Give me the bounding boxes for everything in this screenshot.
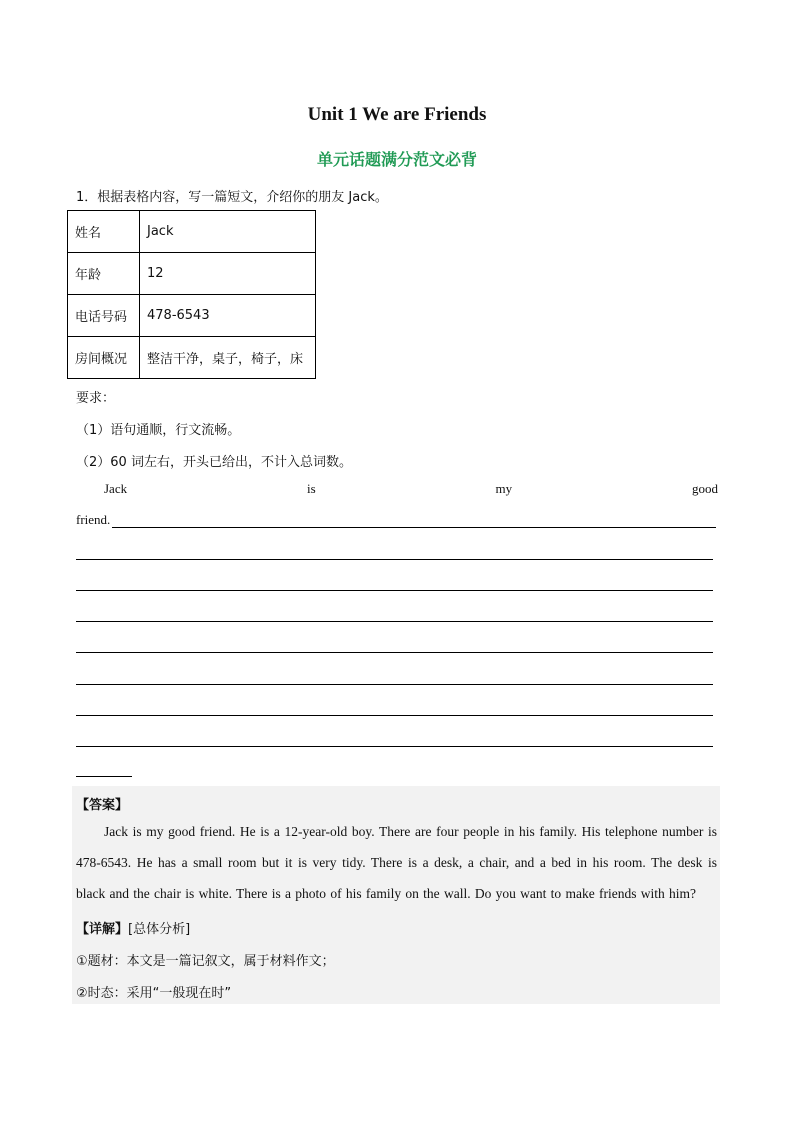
table-row (68, 253, 316, 295)
starter-word: good (691, 481, 718, 496)
answer-line: Jack is my good friend. He is a 12-year-old boy. There are four people in his family. His telephone number is (104, 824, 717, 839)
starter-word: is (306, 481, 316, 496)
starter-continuation: friend. (76, 512, 111, 527)
table-key: 电话号码 (68, 295, 140, 337)
table-value: 整洁干净，桌子，椅子，床 (140, 337, 316, 379)
question-prompt: 1．根据表格内容，写一篇短文，介绍你的朋友 Jack。 (76, 190, 388, 205)
requirement-item: （1）语句通顺，行文流畅。 (76, 423, 241, 438)
writing-line[interactable] (76, 715, 713, 716)
answer-line: black and the chair is white. There is a photo of his family on the wall. Do you want to make friends with him? (76, 886, 696, 901)
table-value: 478-6543 (140, 295, 316, 337)
table-row (68, 295, 316, 337)
requirements-heading: 要求： (76, 391, 116, 406)
table-key: 姓名 (68, 211, 140, 253)
detail-heading: 【详解】 (76, 922, 129, 937)
writing-line[interactable] (76, 590, 713, 591)
info-table (67, 210, 316, 379)
table-row (68, 337, 316, 379)
answer-heading: 【答案】 (76, 798, 129, 813)
writing-line[interactable] (76, 776, 132, 777)
table-value: 12 (140, 253, 316, 295)
table-key: 年龄 (68, 253, 140, 295)
essay-starter (104, 481, 718, 497)
starter-word: my (495, 481, 513, 496)
detail-subheading: [总体分析] (128, 922, 191, 937)
table-key: 房间概况 (68, 337, 140, 379)
detail-item: ①题材：本文是一篇记叙文，属于材料作文； (76, 954, 335, 969)
table-value: Jack (140, 211, 316, 253)
writing-line[interactable] (76, 652, 713, 653)
page-title: Unit 1 We are Friends (307, 104, 487, 125)
writing-line[interactable] (76, 684, 713, 685)
detail-heading-row (76, 918, 190, 937)
writing-line[interactable] (76, 621, 713, 622)
requirement-item: （2）60 词左右，开头已给出，不计入总词数。 (76, 455, 352, 470)
essay-first-line (76, 512, 716, 528)
writing-line[interactable] (76, 746, 713, 747)
detail-item: ②时态：采用“一般现在时” (76, 986, 232, 1001)
answer-line: 478-6543. He has a small room but it is very tidy. There is a desk, a chair, and a bed in his room. The desk is (76, 855, 717, 870)
writing-line[interactable] (112, 513, 716, 528)
writing-line[interactable] (76, 559, 713, 560)
starter-word: Jack (104, 481, 128, 496)
page-subtitle: 单元话题满分范文必背 (316, 150, 477, 169)
table-row (68, 211, 316, 253)
